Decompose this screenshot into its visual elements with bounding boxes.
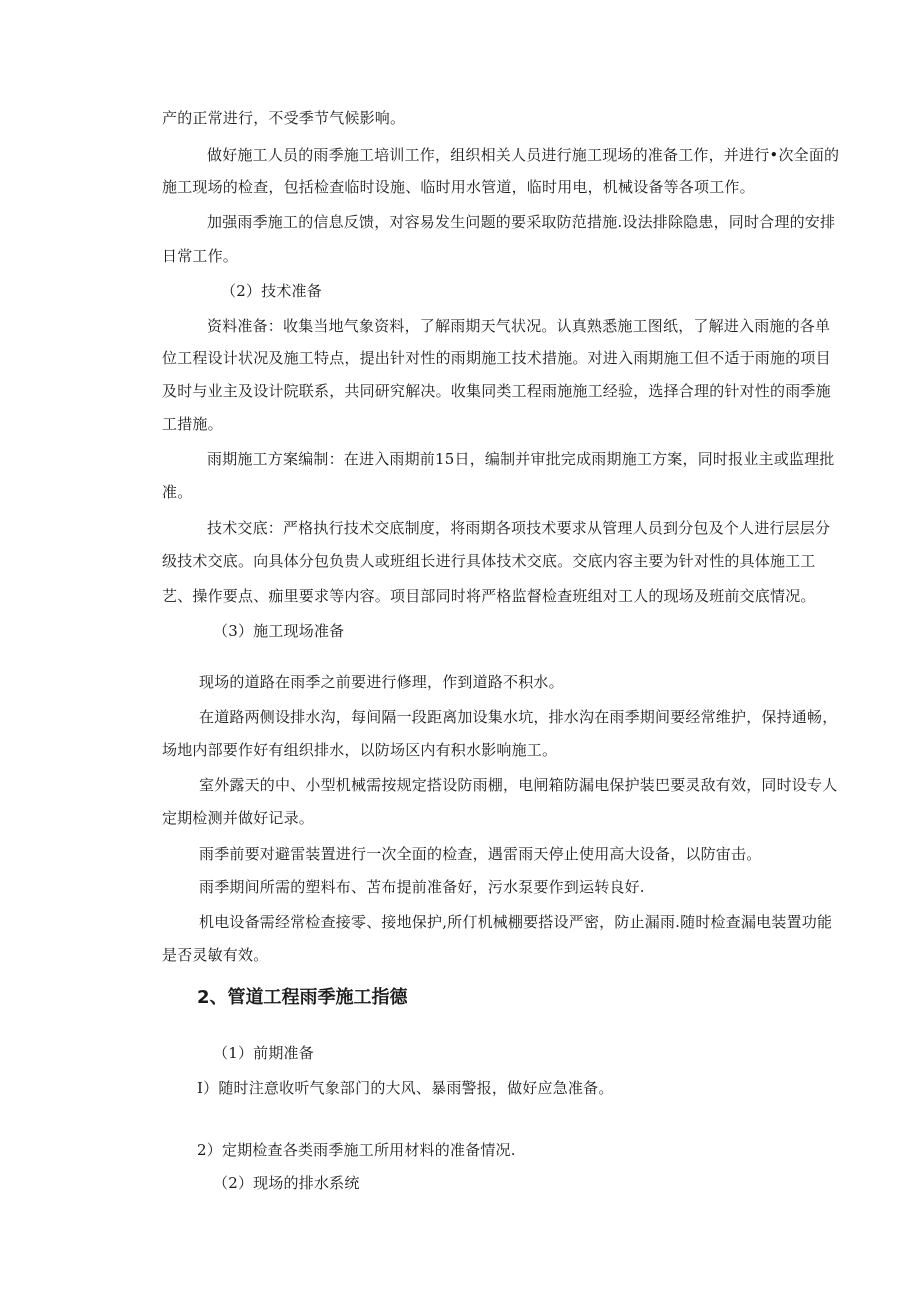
list-item: I）随时注意收听气象部门的大风、暴雨警报，做好应急准备。 xyxy=(197,1079,614,1097)
list-item: 2）定期检查各类雨季施工所用材料的准备情况. xyxy=(197,1141,516,1159)
paragraph-line: 在道路两侧设排水沟，每间隔一段距离加设集水坑，排水沟在雨季期间要经常维护，保持通畅， xyxy=(199,708,838,726)
paragraph-line: 日常工作。 xyxy=(162,247,239,265)
paragraph-line: 准。 xyxy=(162,483,193,501)
paragraph-line: 工措施。 xyxy=(162,415,223,433)
section-heading: 2、管道工程雨季施工指德 xyxy=(197,987,408,1008)
paragraph-line: 是否灵敏有效。 xyxy=(162,946,269,964)
paragraph-line: 艺、操作要点、痂里要求等内容。项目部同时将严格监督检查班组对工人的现场及班前交底情况。 xyxy=(162,587,816,605)
paragraph-line: 施工现场的检查，包括检查临时设施、临时用水管道，临时用电，机械设备等各项工作。 xyxy=(162,178,755,196)
paragraph-line: 加强雨季施工的信息反馈，对容易发生问题的要采取防范措施.设法排除隐患，同时合理的安排 xyxy=(207,213,836,231)
paragraph-line: 资料准备：收集当地气象资料，了解雨期天气状况。认真熟悉施工图纸，了解进入雨施的各单 xyxy=(207,317,831,335)
paragraph-line: 雨季期间所需的塑料布、苫布提前准备好，污水泵要作到运转良好. xyxy=(199,878,645,896)
subsection-title: （1）前期准备 xyxy=(213,1044,314,1062)
paragraph-line: 室外露天的中、小型机械需按规定搭设防雨棚，电闸箱防漏电保护装巴要灵敌有效，同时设专人 xyxy=(199,776,838,794)
paragraph-line: 雨季前要对避雷装置进行一次全面的检查，遇雷雨天停止使用高大设备，以防宙击。 xyxy=(199,845,762,863)
paragraph-line: 产的正常进行，不受季节气候影响。 xyxy=(162,109,406,127)
paragraph-line: 做好施工人员的雨季施工培训工作，组织相关人员进行施工现场的准备工作，并进行•次全面的 xyxy=(207,146,840,164)
paragraph-line: 及时与业主及设计院联系，共同研究解决。收集同类工程雨施施工经验，选择合理的针对性的雨季施 xyxy=(162,382,831,400)
subsection-title: （2）技术准备 xyxy=(221,282,322,300)
paragraph-line: 定期检测并做好记录。 xyxy=(162,809,315,827)
subsection-title: （2）现场的排水系统 xyxy=(213,1174,360,1192)
paragraph-line: 级技术交底。向具体分包负贵人或班组长进行具体技术交底。交底内容主要为针对性的具体施工工 xyxy=(162,552,816,570)
subsection-title: （3）施工现场准备 xyxy=(213,622,345,640)
paragraph-line: 位工程设计状况及施工特点，提出针对性的雨期施工技术措施。对进入雨期施工但不适于雨施的项目 xyxy=(162,349,831,367)
paragraph-line: 机电设备需经常检查接零、接地保护,所仃机械棚要搭设严密，防止漏雨.随时检查漏电装置功能 xyxy=(199,913,833,931)
paragraph-line: 雨期施工方案编制：在进入雨期前15日，编制并审批完成雨期施工方案，同时报业主或监理批 xyxy=(207,450,835,468)
paragraph-line: 现场的道路在雨季之前要进行修理，作到道路不积水。 xyxy=(199,673,564,691)
paragraph-line: 场地内部要作好有组织排水，以防场区内有积水影响施工。 xyxy=(162,741,558,759)
paragraph-line: 技术交底：严格执行技术交底制度，将雨期各项技术要求从管理人员到分包及个人进行层层分 xyxy=(207,519,831,537)
